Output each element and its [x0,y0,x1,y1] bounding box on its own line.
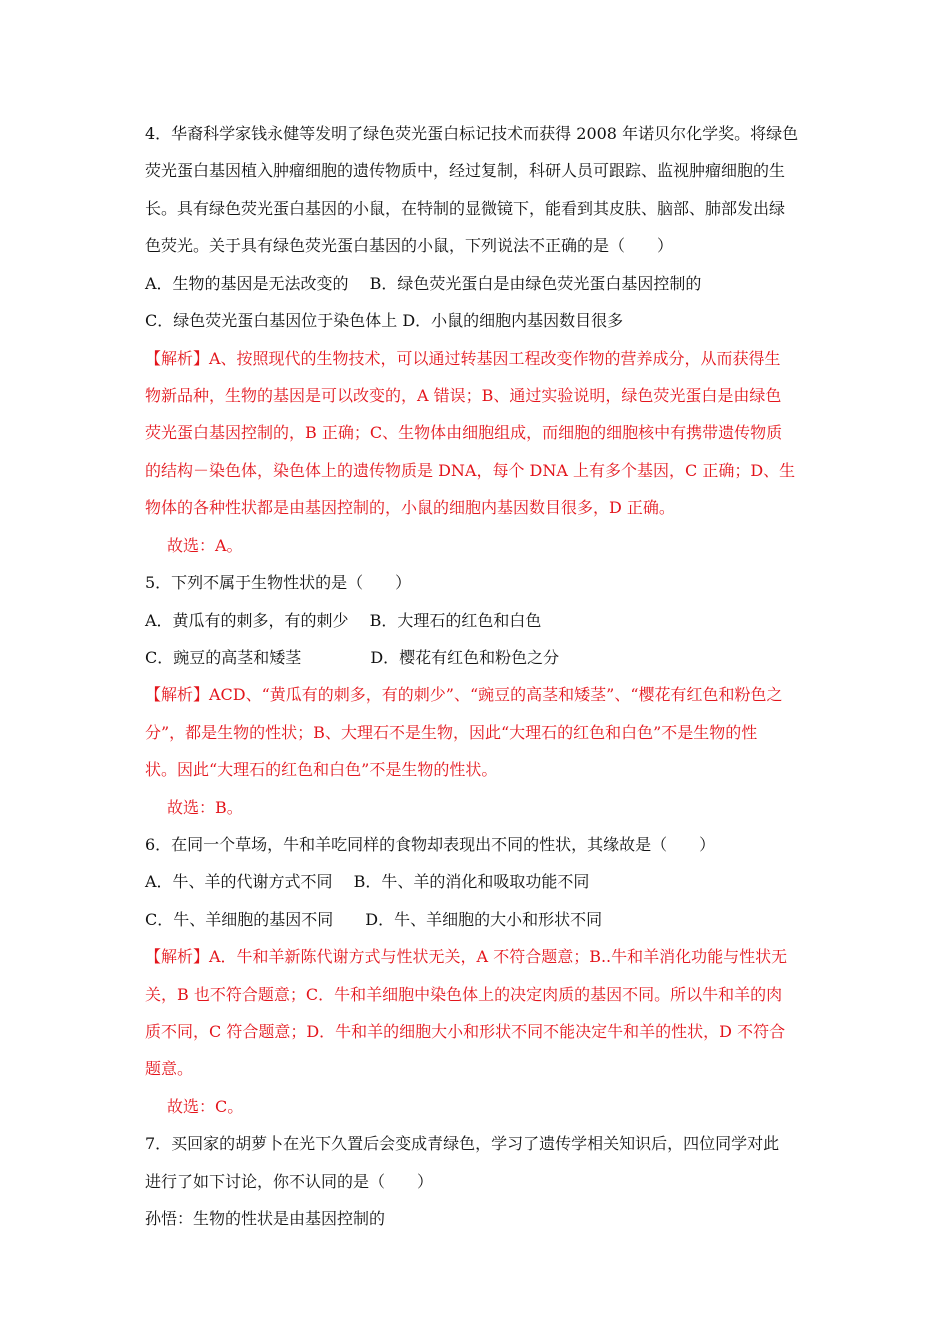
q5-option-line-1: A．黄瓜有的刺多，有的刺少 B．大理石的红色和白色 [145,611,542,630]
q4-analysis-line-2: 物新品种，生物的基因是可以改变的，A 错误；B、通过实验说明，绿色荧光蛋白是由绿色 [145,386,782,405]
q5-analysis-line-2: 分”，都是生物的性状；B、大理石不是生物，因此“大理石的红色和白色”不是生物的性 [145,723,758,742]
q5-analysis-line-3: 状。因此“大理石的红色和白色”不是生物的性状。 [145,760,498,779]
q6-option-line-1: A．牛、羊的代谢方式不同 B．牛、羊的消化和吸取功能不同 [145,872,590,891]
q4-analysis-line-4: 的结构－染色体，染色体上的遗传物质是 DNA，每个 DNA 上有多个基因，C 正确；D、生 [145,461,796,480]
q5-analysis-line-1: 【解析】ACD、“黄瓜有的刺多，有的刺少”、“豌豆的高茎和矮茎”、“樱花有红色和粉色之 [145,685,783,704]
q4-analysis-line-1: 【解析】A、按照现代的生物技术，可以通过转基因工程改变作物的营养成分，从而获得生 [145,349,781,368]
q6-answer: 故选：C。 [167,1097,244,1116]
q4-option-line-1: A．生物的基因是无法改变的 B．绿色荧光蛋白是由绿色荧光蛋白基因控制的 [145,274,702,293]
q6-analysis-line-4: 题意。 [145,1059,194,1078]
q4-stem-line-1: 4．华裔科学家钱永健等发明了绿色荧光蛋白标记技术而获得 2008 年诺贝尔化学奖。将绿色 [145,124,799,143]
q4-answer: 故选：A。 [167,536,243,555]
q7-stem-line-2: 进行了如下讨论，你不认同的是（ ） [145,1172,434,1191]
q4-analysis-line-5: 物体的各种性状都是由基因控制的，小鼠的细胞内基因数目很多，D 正确。 [145,498,675,517]
q6-stem: 6．在同一个草场，牛和羊吃同样的食物却表现出不同的性状，其缘故是（ ） [145,835,716,854]
q5-option-line-2: C．豌豆的高茎和矮茎 D．樱花有红色和粉色之分 [145,648,560,667]
q4-stem-line-3: 长。具有绿色荧光蛋白基因的小鼠，在特制的显微镜下，能看到其皮肤、脑部、肺部发出绿 [145,199,786,218]
q6-analysis-line-1: 【解析】A．牛和羊新陈代谢方式与性状无关，A 不符合题意；B..牛和羊消化功能与性状无 [145,947,788,966]
q4-stem-line-4: 色荧光。关于具有绿色荧光蛋白基因的小鼠，下列说法不正确的是（ ） [145,236,674,255]
q4-analysis-line-3: 荧光蛋白基因控制的，B 正确；C、生物体由细胞组成，而细胞的细胞核中有携带遗传物质 [145,423,783,442]
q5-stem: 5．下列不属于生物性状的是（ ） [145,573,412,592]
q4-option-line-2: C．绿色荧光蛋白基因位于染色体上 D．小鼠的细胞内基因数目很多 [145,311,624,330]
q5-answer: 故选：B。 [167,798,243,817]
q7-stem-line-1: 7．买回家的胡萝卜在光下久置后会变成青绿色，学习了遗传学相关知识后，四位同学对此 [145,1134,780,1153]
q6-analysis-line-2: 关，B 也不符合题意；C．牛和羊细胞中染色体上的决定肉质的基因不同。所以牛和羊的肉 [145,985,783,1004]
q7-stem-line-3: 孙悟：生物的性状是由基因控制的 [145,1209,386,1228]
q4-stem-line-2: 荧光蛋白基因植入肿瘤细胞的遗传物质中，经过复制，科研人员可跟踪、监视肿瘤细胞的生 [145,161,786,180]
q6-option-line-2: C．牛、羊细胞的基因不同 D．牛、羊细胞的大小和形状不同 [145,910,603,929]
q6-analysis-line-3: 质不同，C 符合题意；D．牛和羊的细胞大小和形状不同不能决定牛和羊的性状，D 不符合 [145,1022,786,1041]
